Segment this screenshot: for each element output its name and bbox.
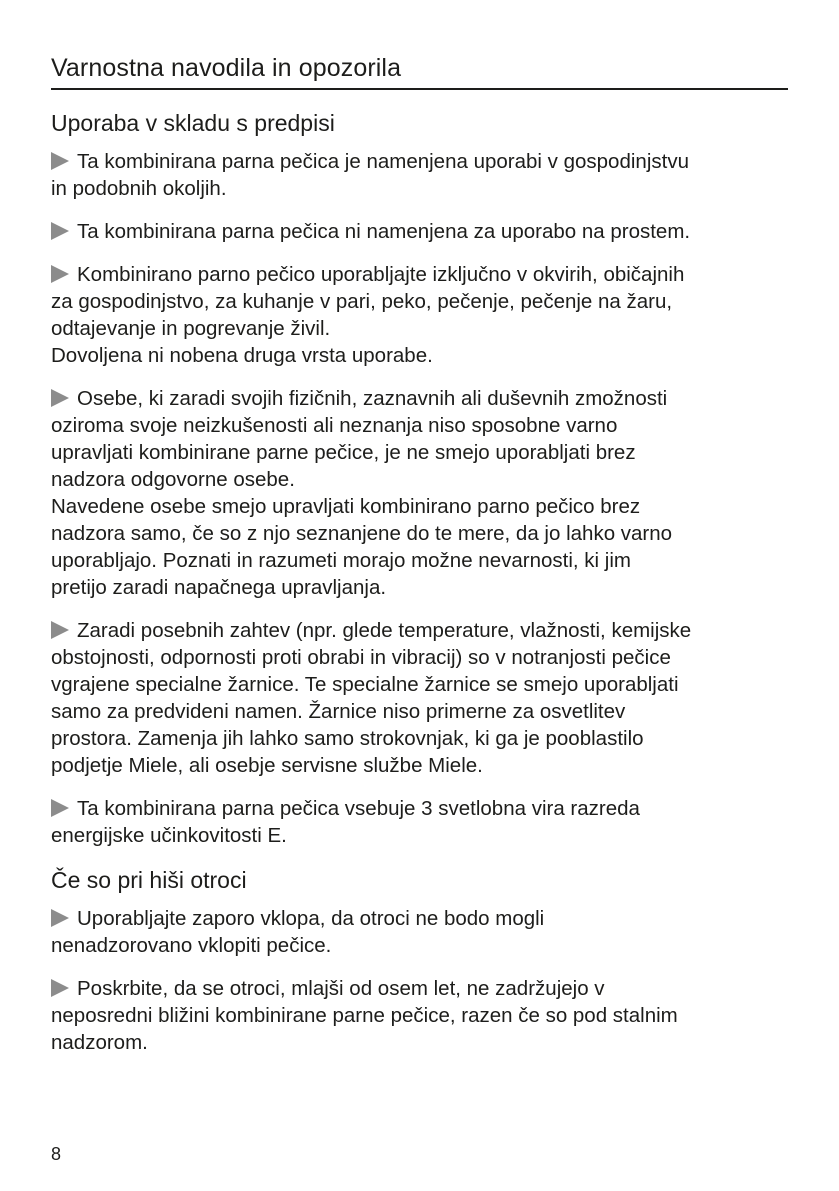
- bullet-arrow-icon: [51, 222, 69, 240]
- item-text: energijske učinkovitosti E.: [51, 824, 287, 847]
- page-title: Varnostna navodila in opozorila: [51, 54, 402, 82]
- section-heading: Če so pri hiši otroci: [51, 867, 247, 893]
- item-text: uporabljajo. Poznati in razumeti morajo možne nevarnosti, ki jim: [51, 549, 631, 572]
- bullet-arrow-icon: [51, 152, 69, 170]
- item-text: pretijo zaradi napačnega upravljanja.: [51, 576, 387, 599]
- item-text: nadzora samo, če so z njo seznanjene do te mere, da jo lahko varno: [51, 522, 673, 545]
- bullet-arrow-icon: [51, 621, 69, 639]
- item-text: nenadzorovano vklopiti pečice.: [51, 934, 332, 957]
- list-item: [51, 617, 791, 779]
- bullet-arrow-icon: [51, 909, 69, 927]
- item-text: Dovoljena ni nobena druga vrsta uporabe.: [51, 344, 433, 367]
- item-text: oziroma svoje neizkušenosti ali neznanja niso sposobne varno: [51, 414, 618, 437]
- page-number: 8: [51, 1144, 62, 1164]
- item-text: za gospodinjstvo, za kuhanje v pari, peko, pečenje, pečenje na žaru,: [51, 290, 673, 313]
- section-heading: Uporaba v skladu s predpisi: [51, 110, 335, 136]
- item-text: Ta kombinirana parna pečica ni namenjena za uporabo na prostem.: [77, 220, 691, 243]
- item-text: Kombinirano parno pečico uporabljajte izključno v okvirih, običajnih: [77, 263, 685, 286]
- item-text: Ta kombinirana parna pečica je namenjena uporabi v gospodinjstvu: [77, 150, 689, 173]
- list-item: [51, 218, 791, 245]
- bullet-arrow-icon: [51, 979, 69, 997]
- bullet-arrow-icon: [51, 265, 69, 283]
- item-text: neposredni bližini kombinirane parne pečice, razen če so pod stalnim: [51, 1004, 678, 1027]
- item-text: prostora. Zamenja jih lahko samo strokovnjak, ki ga je pooblastilo: [51, 727, 644, 750]
- item-text: Ta kombinirana parna pečica vsebuje 3 svetlobna vira razreda: [77, 797, 640, 820]
- item-text: vgrajene specialne žarnice. Te specialne žarnice se smejo uporabljati: [51, 673, 679, 696]
- list-item: [51, 795, 791, 849]
- bullet-arrow-icon: [51, 389, 69, 407]
- item-text: odtajevanje in pogrevanje živil.: [51, 317, 331, 340]
- item-text: Uporabljajte zaporo vklopa, da otroci ne bodo mogli: [77, 907, 545, 930]
- item-text: Poskrbite, da se otroci, mlajši od osem let, ne zadržujejo v: [77, 977, 605, 1000]
- bullet-arrow-icon: [51, 799, 69, 817]
- content-area: [51, 108, 791, 1072]
- list-item: [51, 148, 791, 202]
- list-item: [51, 261, 791, 369]
- item-text: nadzora odgovorne osebe.: [51, 468, 295, 491]
- list-item: [51, 975, 791, 1056]
- item-text: nadzorom.: [51, 1031, 148, 1054]
- item-text: upravljati kombinirane parne pečice, je ne smejo uporabljati brez: [51, 441, 636, 464]
- section-children: [51, 865, 791, 1056]
- list-item: [51, 385, 791, 601]
- list-item: [51, 905, 791, 959]
- section-intended-use: [51, 108, 791, 849]
- title-divider: [51, 88, 788, 90]
- item-text: samo za predvideni namen. Žarnice niso primerne za osvetlitev: [51, 700, 626, 723]
- item-text: Osebe, ki zaradi svojih fizičnih, zaznavnih ali duševnih zmožnosti: [77, 387, 668, 410]
- item-text: obstojnosti, odpornosti proti obrabi in vibracij) so v notranjosti pečice: [51, 646, 671, 669]
- item-text: in podobnih okoljih.: [51, 177, 227, 200]
- item-text: podjetje Miele, ali osebje servisne službe Miele.: [51, 754, 483, 777]
- item-text: Zaradi posebnih zahtev (npr. glede temperature, vlažnosti, kemijske: [77, 619, 692, 642]
- item-text: Navedene osebe smejo upravljati kombinirano parno pečico brez: [51, 495, 641, 518]
